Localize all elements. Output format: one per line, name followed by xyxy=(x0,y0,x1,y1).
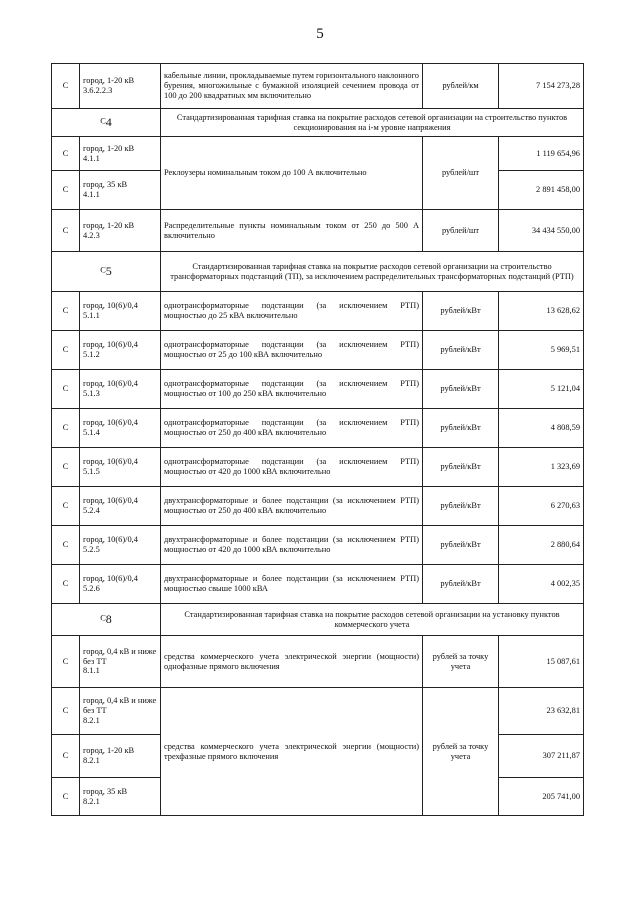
row-value: 4 808,59 xyxy=(499,409,584,448)
table-row xyxy=(52,331,584,370)
row-description: однотрансформаторные подстанции (за исключением РТП) мощностью от 100 до 250 кВА включительно xyxy=(161,370,423,409)
section-header-c4 xyxy=(52,109,584,137)
row-class-code: город, 10(6)/0,4 5.2.4 xyxy=(80,487,161,526)
row-value: 5 969,51 xyxy=(499,331,584,370)
row-description: однотрансформаторные подстанции (за исключением РТП) мощностью от 250 до 400 кВА включительно xyxy=(161,409,423,448)
row-class-code: город, 10(6)/0,4 5.1.1 xyxy=(80,292,161,331)
rate-symbol: С xyxy=(52,331,80,370)
table-row xyxy=(52,137,584,171)
tariff-table xyxy=(51,63,584,816)
row-unit: рублей/шт xyxy=(423,137,499,210)
row-value: 307 211,87 xyxy=(499,735,584,778)
row-class-code: город, 35 кВ 4.1.1 xyxy=(80,171,161,210)
section-symbol: $С_4$ xyxy=(52,109,161,137)
rate-symbol: С xyxy=(52,735,80,778)
table-row xyxy=(52,409,584,448)
row-value: 1 119 654,96 xyxy=(499,137,584,171)
row-value: 6 270,63 xyxy=(499,487,584,526)
row-unit: рублей/кВт xyxy=(423,565,499,604)
row-value: 205 741,00 xyxy=(499,778,584,816)
rate-symbol: С xyxy=(52,292,80,331)
row-unit: рублей/кВт xyxy=(423,526,499,565)
row-value: 5 121,04 xyxy=(499,370,584,409)
row-class-code: город, 10(6)/0,4 5.1.4 xyxy=(80,409,161,448)
row-class-code: город, 0,4 кВ и ниже без ТТ 8.2.1 xyxy=(80,688,161,735)
table-row xyxy=(52,64,584,109)
row-class-code: город, 10(6)/0,4 5.2.5 xyxy=(80,526,161,565)
row-unit: рублей/кВт xyxy=(423,331,499,370)
section-header-c5 xyxy=(52,252,584,292)
row-class-code: город, 10(6)/0,4 5.1.3 xyxy=(80,370,161,409)
row-description: двухтрансформаторные и более подстанции (за исключением РТП) мощностью от 250 до 400 кВА включительно xyxy=(161,487,423,526)
row-description: Распределительные пункты номинальным током от 250 до 500 А включительно xyxy=(161,210,423,252)
row-class-code: город, 1-20 кВ 8.2.1 xyxy=(80,735,161,778)
rate-symbol: С xyxy=(52,210,80,252)
section-symbol: $С_5$ xyxy=(52,252,161,292)
row-unit: рублей/кВт xyxy=(423,487,499,526)
row-description: однотрансформаторные подстанции (за исключением РТП) мощностью до 25 кВА включительно xyxy=(161,292,423,331)
row-description: однотрансформаторные подстанции (за исключением РТП) мощностью от 420 до 1000 кВА включительно xyxy=(161,448,423,487)
table-row xyxy=(52,565,584,604)
table-row xyxy=(52,526,584,565)
row-value: 2 891 458,00 xyxy=(499,171,584,210)
row-class-code: город, 1-20 кВ 4.1.1 xyxy=(80,137,161,171)
row-class-code: город, 10(6)/0,4 5.1.5 xyxy=(80,448,161,487)
row-unit: рублей/кВт xyxy=(423,370,499,409)
section-title: Стандартизированная тарифная ставка на покрытие расходов сетевой организации на установку пунктов коммерческого учета xyxy=(161,604,584,636)
table-row xyxy=(52,448,584,487)
row-description: двухтрансформаторные и более подстанции (за исключением РТП) мощностью свыше 1000 кВА xyxy=(161,565,423,604)
rate-symbol: С xyxy=(52,487,80,526)
row-description: двухтрансформаторные и более подстанции (за исключением РТП) мощностью от 420 до 1000 кВА включительно xyxy=(161,526,423,565)
rate-symbol: С xyxy=(52,688,80,735)
row-unit: рублей/км xyxy=(423,64,499,109)
page-number: 5 xyxy=(316,26,324,42)
row-unit: рублей/кВт xyxy=(423,409,499,448)
section-symbol: $С_8$ xyxy=(52,604,161,636)
row-value: 23 632,81 xyxy=(499,688,584,735)
row-unit: рублей/кВт xyxy=(423,448,499,487)
row-class-code: город, 10(6)/0,4 5.2.6 xyxy=(80,565,161,604)
rate-symbol: С xyxy=(52,565,80,604)
table-row xyxy=(52,370,584,409)
row-value: 2 880,64 xyxy=(499,526,584,565)
row-description: кабельные линии, прокладываемые путем горизонтального наклонного бурения, многожильные с бумажной изоляцией сечением провода от 100 до 200 квадратных мм включительно xyxy=(161,64,423,109)
row-class-code: город, 10(6)/0,4 5.1.2 xyxy=(80,331,161,370)
rate-symbol: С xyxy=(52,137,80,171)
rate-symbol: С xyxy=(52,636,80,688)
table-row xyxy=(52,636,584,688)
rate-symbol: С xyxy=(52,526,80,565)
rate-symbol: С xyxy=(52,448,80,487)
row-unit: рублей за точку учета xyxy=(423,636,499,688)
rate-symbol: С xyxy=(52,409,80,448)
rate-symbol: С xyxy=(52,171,80,210)
row-class-code: город, 1-20 кВ 3.6.2.2.3 xyxy=(80,64,161,109)
section-title: Стандартизированная тарифная ставка на покрытие расходов сетевой организации на строительство пунктов секционирования на i-м уровне напряжения xyxy=(161,109,584,137)
row-unit: рублей/шт xyxy=(423,210,499,252)
row-value: 7 154 273,28 xyxy=(499,64,584,109)
row-value: 4 002,35 xyxy=(499,565,584,604)
rate-symbol: С xyxy=(52,64,80,109)
row-unit: рублей за точку учета xyxy=(423,688,499,816)
row-value: 13 628,62 xyxy=(499,292,584,331)
row-description: средства коммерческого учета электрической энергии (мощности) трехфазные прямого включения xyxy=(161,688,423,816)
section-title: Стандартизированная тарифная ставка на покрытие расходов сетевой организации на строительство трансформаторных подстанций (ТП), за исключением распределительных трансформаторных подстанций (РТП) xyxy=(161,252,584,292)
row-value: 34 434 550,00 xyxy=(499,210,584,252)
table-row xyxy=(52,487,584,526)
row-class-code: город, 35 кВ 8.2.1 xyxy=(80,778,161,816)
row-class-code: город, 1-20 кВ 4.2.3 xyxy=(80,210,161,252)
row-value: 15 087,61 xyxy=(499,636,584,688)
table-row xyxy=(52,210,584,252)
table-row xyxy=(52,292,584,331)
section-header-c8 xyxy=(52,604,584,636)
row-class-code: город, 0,4 кВ и ниже без ТТ 8.1.1 xyxy=(80,636,161,688)
row-description: Реклоузеры номинальным током до 100 А включительно xyxy=(161,137,423,210)
rate-symbol: С xyxy=(52,778,80,816)
table-row xyxy=(52,688,584,735)
rate-symbol: С xyxy=(52,370,80,409)
row-unit: рублей/кВт xyxy=(423,292,499,331)
row-description: однотрансформаторные подстанции (за исключением РТП) мощностью от 25 до 100 кВА включительно xyxy=(161,331,423,370)
row-value: 1 323,69 xyxy=(499,448,584,487)
row-description: средства коммерческого учета электрической энергии (мощности) однофазные прямого включения xyxy=(161,636,423,688)
